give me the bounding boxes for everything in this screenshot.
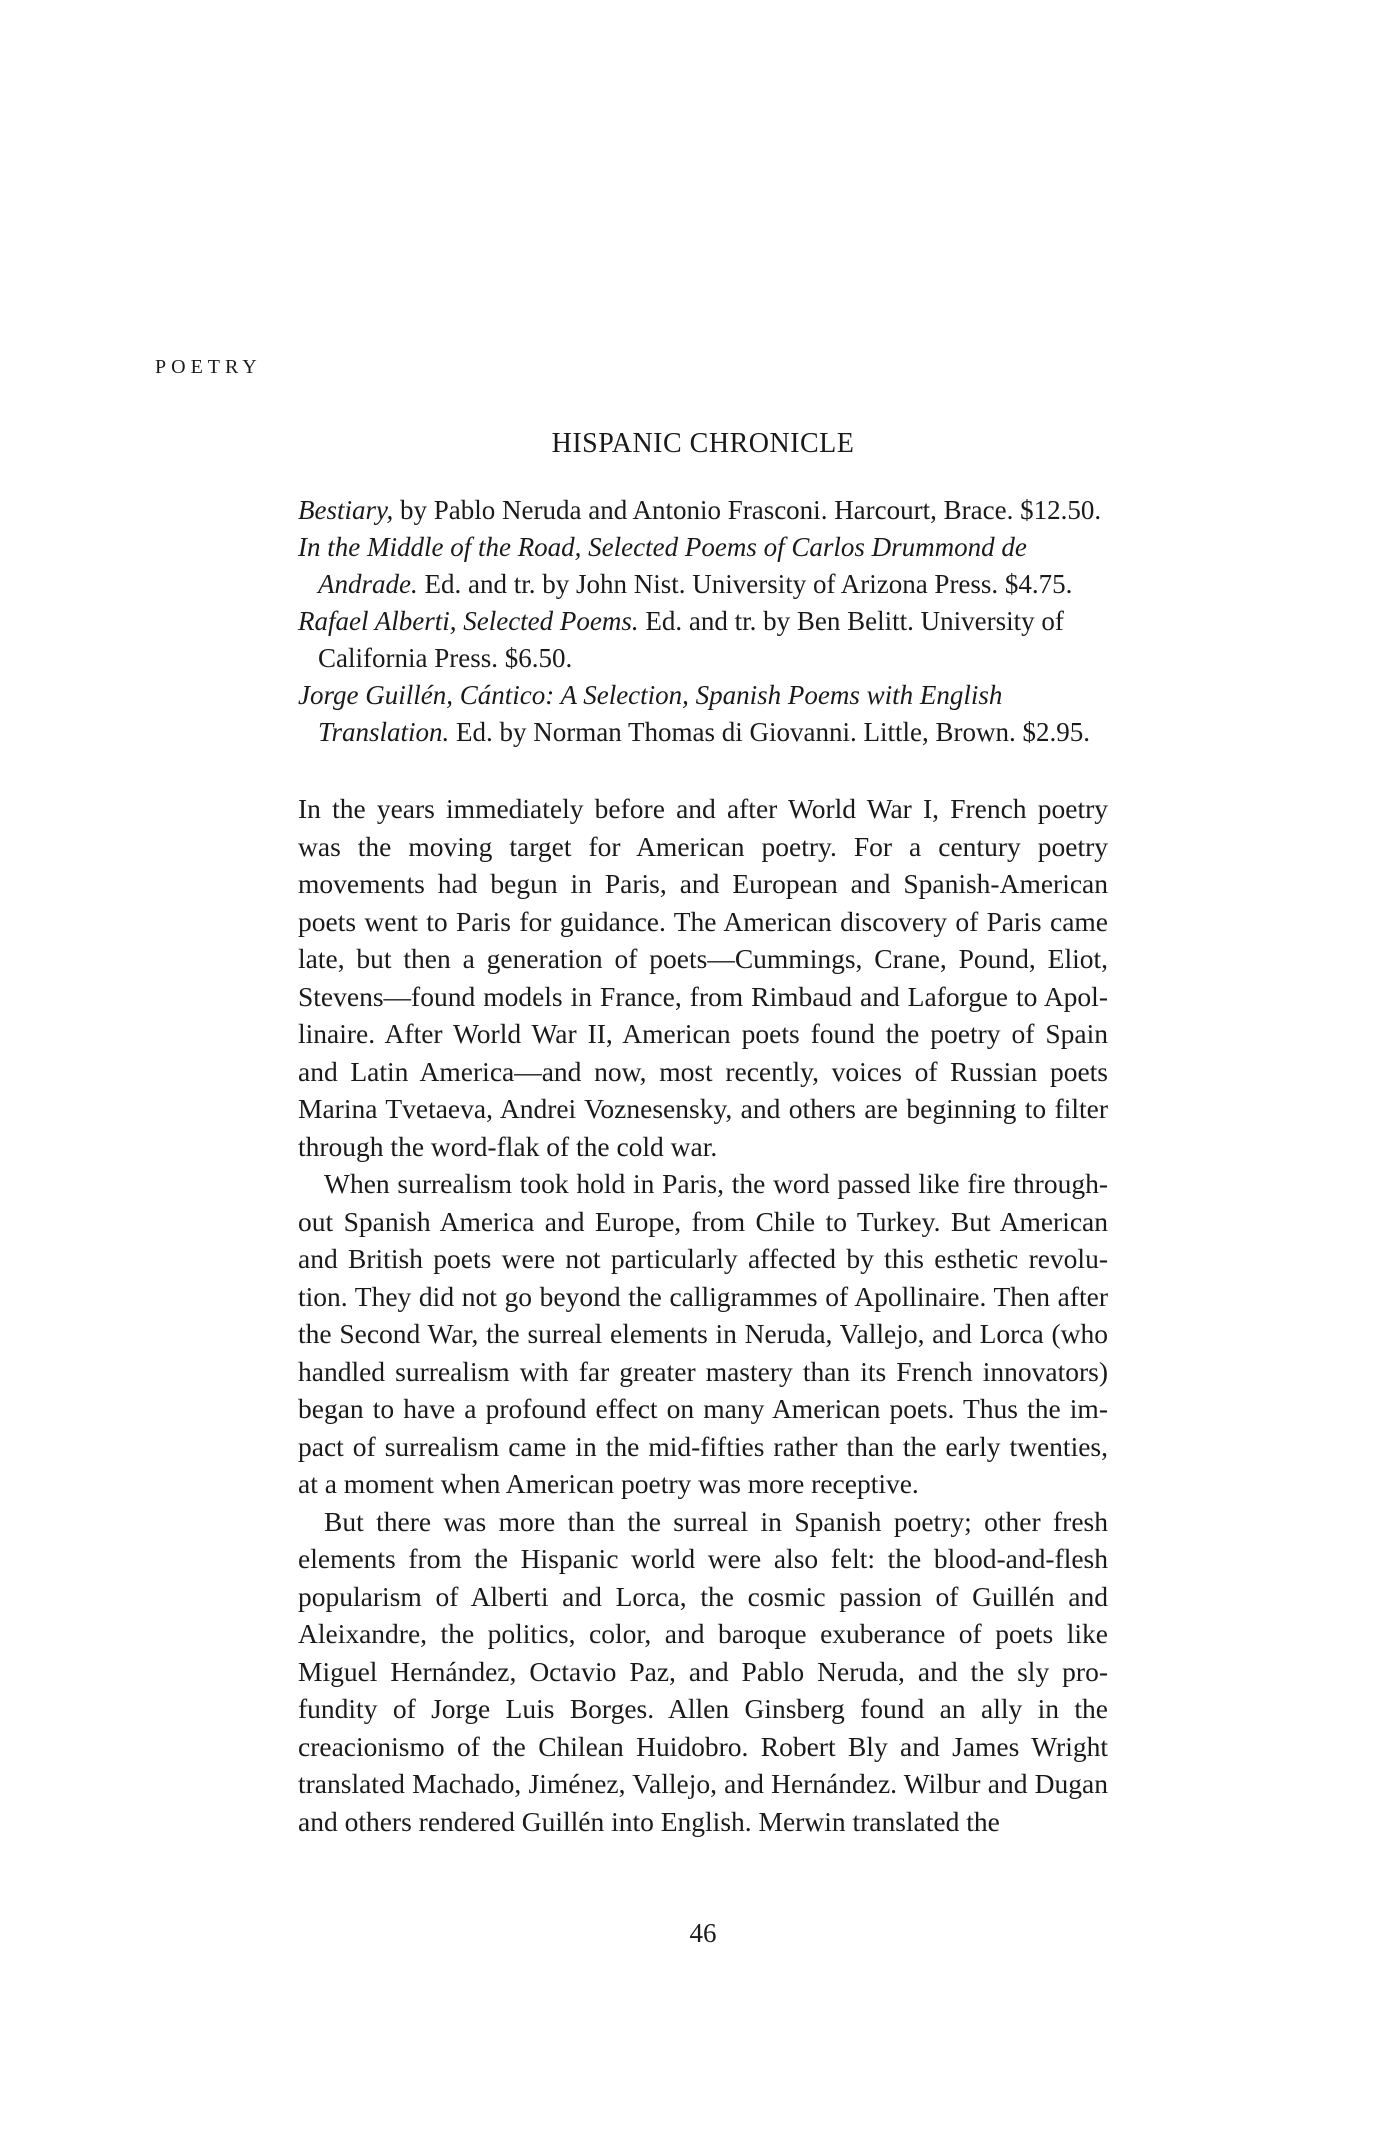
book-entry: [298, 677, 1108, 751]
article-body: [298, 790, 1108, 1840]
book-details: Ed. by Norman Thomas di Giovanni. Little, Brown. $2.95.: [456, 717, 1090, 747]
book-title: Jorge Guillén, Cántico: A Selection, Spanish Poems with English Translation.: [298, 680, 1003, 747]
running-head: POETRY: [155, 356, 262, 378]
book-entry: [298, 529, 1108, 603]
book-details: Ed. and tr. by Ben Belitt. University of California Press. $6.50.: [318, 606, 1064, 673]
book-entry: [298, 603, 1108, 677]
book-details: Ed. and tr. by John Nist. University of Arizona Press. $4.75.: [424, 569, 1073, 599]
book-title: Bestiary,: [298, 495, 394, 525]
paragraph: In the years immediately before and after World War I, French poetry was the moving target for American poetry. For a century poetry movements had begun in Paris, and European and Spanish-American poets went to Paris for guidance. The American discovery of Paris came late, but then a generation of poets—Cummings, Crane, Pound, Eliot, Stevens—found models in France, from Rimbaud and Laforgue to Apollinaire. After World War II, American poets found the poetry of Spain and Latin America—and now, most recently, voices of Russian poets Marina Tvetaeva, Andrei Voznesensky, and others are beginning to filter through the word-flak of the cold war.: [298, 793, 1108, 1162]
section-title: HISPANIC CHRONICLE: [551, 428, 855, 459]
book-details: by Pablo Neruda and Antonio Frasconi. Harcourt, Brace. $12.50.: [400, 495, 1102, 525]
paragraph: But there was more than the surreal in Spanish poetry; other fresh elements from the Hispanic world were also felt: the blood-and-flesh popularism of Alberti and Lorca, the cosmic passion of Guillén and Aleixandre, the politics, color, and baroque exuberance of poets like Miguel Hernández, Octavio Paz, and Pablo Neruda, and the sly profundity of Jorge Luis Borges. Allen Ginsberg found an ally in the creacionismo of the Chilean Huidobro. Robert Bly and James Wright translated Machado, Jiménez, Vallejo, and Hernández. Wilbur and Dugan and others rendered Guillén into English. Merwin translated the: [298, 1505, 1108, 1837]
page-number: 46: [689, 1918, 717, 1948]
paragraph: When surrealism took hold in Paris, the word passed like fire throughout Spanish America and Europe, from Chile to Turkey. But American and British poets were not particularly affected by this esthetic revolution. They did not go beyond the calligrammes of Apollinaire. Then after the Second War, the surreal elements in Neruda, Vallejo, and Lorca (who handled surrealism with far greater mastery than its French innovators) began to have a profound effect on many American poets. Thus the impact of surrealism came in the mid-fifties rather than the early twenties, at a moment when American poetry was more receptive.: [298, 1168, 1108, 1499]
book-title: Rafael Alberti, Selected Poems.: [298, 606, 639, 636]
book-list: [298, 492, 1108, 751]
book-title: In the Middle of the Road, Selected Poems of Carlos Drummond de Andrade.: [298, 532, 1027, 599]
book-entry: [298, 492, 1108, 529]
